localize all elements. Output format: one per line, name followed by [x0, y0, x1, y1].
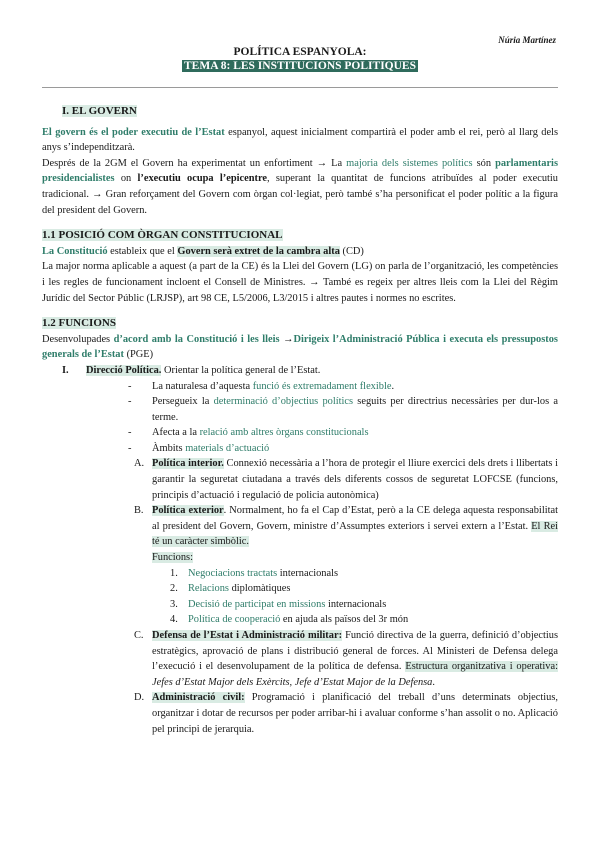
list-item: - La naturalesa d’aquesta funció és extremadament flexible. — [128, 380, 395, 392]
section-heading-posicio: 1.1 POSICIÓ COM ÒRGAN CONSTITUCIONAL — [42, 229, 283, 242]
paragraph-constitucio: La Constitució estableix que el Govern serà extret de la cambra alta (CD) — [42, 245, 364, 257]
list-item: 4. Política de cooperació en ajuda als països del 3r món — [170, 614, 409, 626]
paragraph-govern-definition: El govern és el poder executiu de l’Estat espanyol, aquest inicialment compartirà el poder amb el rei, però al llarg dels anys s’independitzarà. — [42, 126, 559, 154]
document-body — [42, 104, 558, 737]
author-name: Núria Martínez — [498, 35, 556, 45]
list-item: 1. Negociacions tractats internacionals — [170, 567, 339, 579]
section-heading-funcions: 1.2 FUNCIONS — [42, 317, 116, 330]
list-item-politica-interior: A. Política interior. Connexió necessària a l’hora de protegir el lliure exercici dels drets i llibertats i garantir la seguretat ciutadana a través dels diferents cossos de seguretat LOFCSE (funcions, principis d’actuació i regulació de policia autonòmica) — [134, 458, 558, 501]
document-title: POLÍTICA ESPANYOLA: — [233, 46, 367, 58]
paragraph-govern-evolution: Després de la 2GM el Govern ha experimentat un enfortiment → La majoria dels sistemes polítics són parlamentaris presidencialistes on l’executiu ocupa l’epicentre, superant la quantitat de funcions atribuïdes al poder executiu tradicional. → Gran reforçament del Govern com òrgan col·legiat, però també s’ha personificat el poder polític a la figura del president del Govern. — [42, 157, 558, 216]
header-divider — [42, 87, 558, 88]
list-item: 3. Decisió de participat en missions internacionals — [170, 598, 387, 610]
list-item-direccio-politica: I. Direcció Política. Orientar la política general de l’Estat. — [62, 364, 321, 376]
paragraph-funcions-intro: Desenvolupades d’acord amb la Constitució i les lleis →Dirigeix l’Administració Pública i executa els pressupostos generals de l’Estat (PGE) — [42, 333, 558, 361]
document-subtitle — [0, 60, 600, 72]
section-heading-govern: I. EL GOVERN — [62, 105, 137, 117]
paragraph-llei-govern: La major norma aplicable a aquest (a part de la CE) és la Llei del Govern (LG) on parla de l’organització, les competències i les regles de funcionament incloent el Consell de Ministres. → També es regeix per altres lleis com la Llei del Règim Jurídic del Sector Públic (LRJSP), art 98 CE, L5/2006, L3/2015 i altres pautes i normes no escrites. — [42, 261, 558, 304]
funcions-label: Funcions: — [152, 552, 193, 564]
list-item-politica-exterior: B. Política exterior. Normalment, ho fa el Cap d’Estat, però a la CE delega aquesta responsabilitat al president del Govern, Govern, ministre d’Assumptes exteriors i servei extern a l’Estat. El Rei té un caràcter simbòlic. — [134, 505, 558, 548]
list-item: 2. Relacions diplomàtiques — [170, 583, 291, 595]
list-item-defensa: C. Defensa de l’Estat i Administració militar: Funció directiva de la guerra, definició d’objectius estratègics, aprovació de plans i distribució general de forces. Al Ministeri de Defensa delega l’execució i el desenvolupament de la política de defensa. Estructura organitzativa i operativa: Jefes d’Estat Major dels Exèrcits, Jefe d’Estat Major de la Defensa. — [134, 630, 559, 688]
list-item: - Àmbits materials d’actuació — [128, 442, 270, 454]
list-item: - Afecta a la relació amb altres òrgans constitucionals — [128, 427, 369, 439]
subtitle-highlight: TEMA 8: LES INSTITUCIONS POLITIQUES — [184, 60, 416, 72]
list-item: - Persegueix la determinació d’objectius polítics seguits per directrius necessàries per dur-los a terme. — [128, 396, 558, 423]
list-item-administracio-civil: D. Administració civil: Programació i planificació del treball d’uns determinats objectius, organitzar i dotar de recursos per poder arribar-hi i avaluar conforme s’han assolit o no. Aplicació pel principi de jerarquia. — [134, 692, 558, 735]
